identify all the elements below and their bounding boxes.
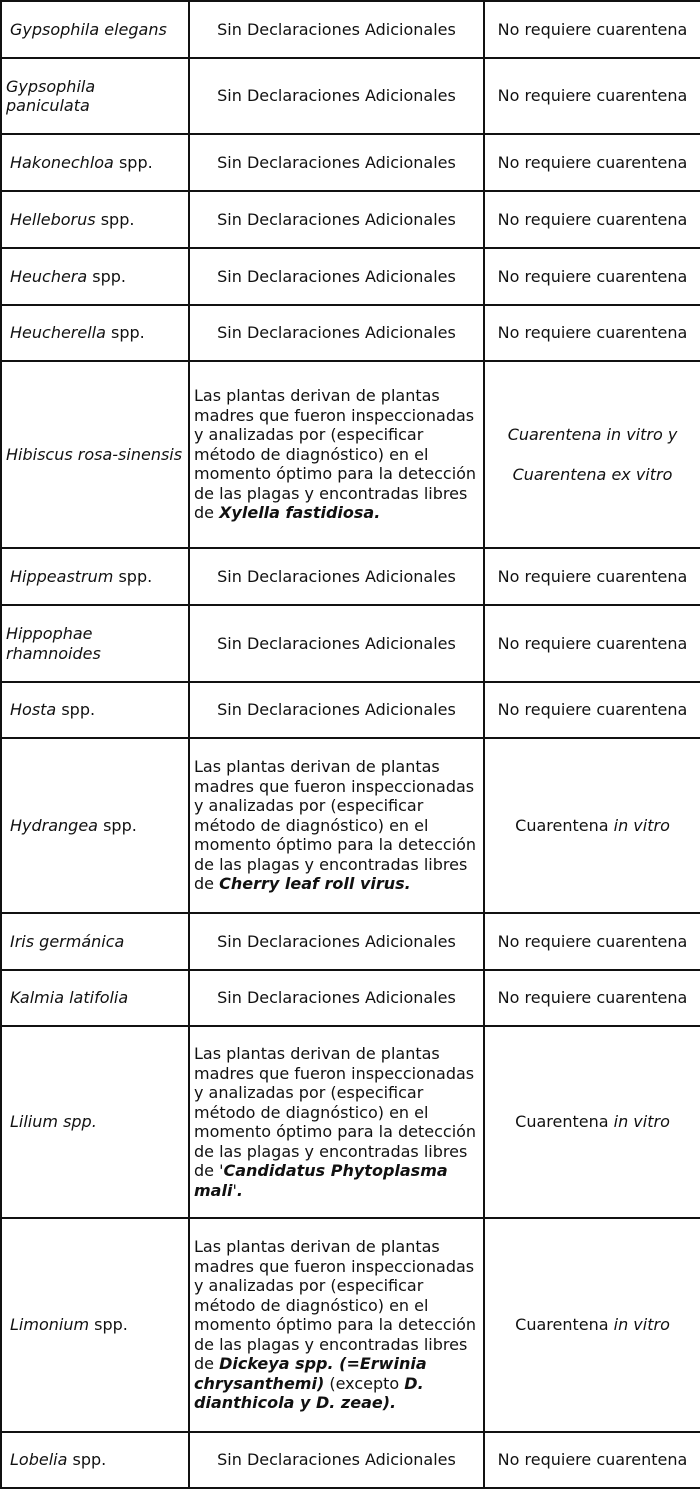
quarantine-line xyxy=(485,1315,700,1335)
species-cell xyxy=(1,913,189,970)
pest-name: Candidatus Phytoplasma mali xyxy=(194,1161,448,1200)
declaration-text: ' xyxy=(219,1161,224,1180)
quarantine-line xyxy=(485,634,700,654)
quarantine-text: No requiere cuarentena xyxy=(497,209,688,229)
quarantine-text: No requiere cuarentena xyxy=(497,266,688,286)
declaration-text: ' xyxy=(232,1180,237,1200)
quarantine-method: in vitro xyxy=(613,1315,670,1335)
species-name: Hibiscus rosa-sinensis xyxy=(6,444,183,464)
species-cell xyxy=(1,1432,189,1488)
quarantine-cell xyxy=(484,738,700,913)
quarantine-text: No requiere cuarentena xyxy=(497,19,688,39)
quarantine-cell xyxy=(484,1026,700,1218)
quarantine-line xyxy=(485,415,700,455)
quarantine-cell xyxy=(484,913,700,970)
quarantine-text: No requiere cuarentena xyxy=(497,988,688,1008)
species-cell xyxy=(1,605,189,682)
quarantine-cell xyxy=(484,134,700,191)
pest-name: Xylella fastidiosa. xyxy=(219,503,381,523)
species-suffix: spp. xyxy=(105,323,145,343)
quarantine-cell xyxy=(484,1218,700,1432)
quarantine-line xyxy=(485,932,700,952)
species-suffix: spp. xyxy=(97,815,137,835)
species-cell xyxy=(1,58,189,134)
quarantine-text: No requiere cuarentena xyxy=(497,566,688,586)
quarantine-text: No requiere cuarentena xyxy=(497,931,688,951)
quarantine-cell xyxy=(484,605,700,682)
table-body xyxy=(1,1,700,1488)
species-cell xyxy=(1,191,189,248)
declaration-text: Las plantas derivan de plantas madres que fueron inspeccionadas y analizadas por (especificar método de diagnóstico) en el momento óptimo para la detección de las plagas y encontradas libres de xyxy=(194,1237,477,1374)
table-row xyxy=(1,248,700,305)
additional-declaration-cell xyxy=(189,682,484,738)
species-cell xyxy=(1,738,189,913)
additional-declaration-cell xyxy=(189,134,484,191)
species-name: Gypsophila paniculata xyxy=(6,76,96,115)
declaration-text: Sin Declaraciones Adicionales xyxy=(217,86,456,106)
quarantine-line xyxy=(485,567,700,587)
declaration-text: Sin Declaraciones Adicionales xyxy=(217,19,456,39)
quarantine-cell xyxy=(484,191,700,248)
quarantine-method: Cuarentena in vitro y xyxy=(507,424,678,444)
quarantine-method: in vitro xyxy=(613,815,670,835)
quarantine-method: in vitro xyxy=(613,1112,670,1132)
species-cell xyxy=(1,305,189,361)
species-name: Hydrangea xyxy=(10,815,98,835)
declaration-text: Sin Declaraciones Adicionales xyxy=(217,988,456,1008)
declaration-text: (excepto xyxy=(324,1373,405,1393)
declaration-text: Las plantas derivan de plantas madres que fueron inspeccionadas y analizadas por (especificar método de diagnóstico) en el momento óptimo para la detección de las plagas y encontradas libres de xyxy=(194,757,477,894)
species-name: Iris germánica xyxy=(10,931,125,951)
additional-declaration-cell xyxy=(189,305,484,361)
species-cell xyxy=(1,682,189,738)
additional-declaration-cell xyxy=(189,191,484,248)
species-name: Helleborus xyxy=(10,209,96,229)
species-name: Hosta xyxy=(10,700,57,720)
pest-name: Dickeya spp. (=Erwinia chrysanthemi) xyxy=(194,1354,427,1393)
species-name: Hakonechloa xyxy=(10,152,114,172)
table-row xyxy=(1,738,700,913)
quarantine-line xyxy=(485,267,700,287)
quarantine-line xyxy=(485,1112,700,1132)
pest-name: . xyxy=(236,1180,243,1200)
quarantine-line xyxy=(485,1450,700,1470)
species-cell xyxy=(1,548,189,605)
species-name: Lobelia xyxy=(10,1450,68,1470)
declaration-text: Sin Declaraciones Adicionales xyxy=(217,323,456,343)
additional-declaration-cell xyxy=(189,1,484,58)
table-row xyxy=(1,1218,700,1432)
quarantine-line xyxy=(485,455,700,495)
declaration-text: Las plantas derivan de plantas madres que fueron inspeccionadas y analizadas por (especificar método de diagnóstico) en el momento óptimo para la detección de las plagas y encontradas libres de xyxy=(194,1044,477,1180)
quarantine-cell xyxy=(484,548,700,605)
declaration-text: Sin Declaraciones Adicionales xyxy=(217,266,456,286)
quarantine-line xyxy=(485,700,700,720)
species-suffix: spp. xyxy=(89,1315,128,1335)
quarantine-line xyxy=(485,816,700,836)
quarantine-text: No requiere cuarentena xyxy=(497,323,688,343)
quarantine-method: Cuarentena ex vitro xyxy=(512,464,673,484)
quarantine-line xyxy=(485,988,700,1008)
quarantine-cell xyxy=(484,682,700,738)
species-name: Heucherella xyxy=(10,323,106,343)
table-row xyxy=(1,913,700,970)
pest-name: Cherry leaf roll virus. xyxy=(219,874,411,894)
quarantine-cell xyxy=(484,305,700,361)
species-name: Lilium spp. xyxy=(10,1112,97,1132)
additional-declaration-cell xyxy=(189,970,484,1026)
declaration-text: Sin Declaraciones Adicionales xyxy=(217,566,456,586)
pest-name: D. dianthicola y D. zeae). xyxy=(194,1373,424,1413)
species-cell xyxy=(1,970,189,1026)
table-row xyxy=(1,134,700,191)
additional-declaration-cell xyxy=(189,248,484,305)
table-row xyxy=(1,682,700,738)
table-row xyxy=(1,1432,700,1488)
quarantine-cell xyxy=(484,970,700,1026)
species-cell xyxy=(1,1026,189,1218)
additional-declaration-cell xyxy=(189,1026,484,1218)
additional-declaration-cell xyxy=(189,58,484,134)
additional-declaration-cell xyxy=(189,738,484,913)
declaration-text: Sin Declaraciones Adicionales xyxy=(217,209,456,229)
species-suffix: spp. xyxy=(113,566,153,586)
quarantine-text: No requiere cuarentena xyxy=(497,633,688,653)
species-cell xyxy=(1,248,189,305)
species-name: Hippophae rhamnoides xyxy=(6,624,101,663)
additional-declaration-cell xyxy=(189,361,484,548)
species-name: Hippeastrum xyxy=(10,566,114,586)
table-row xyxy=(1,1,700,58)
species-suffix: spp. xyxy=(113,152,153,172)
declaration-text: Sin Declaraciones Adicionales xyxy=(217,931,456,951)
declaration-text: Las plantas derivan de plantas madres que fueron inspeccionadas y analizadas por (especificar método de diagnóstico) en el momento óptimo para la detección de las plagas y encontradas libres de xyxy=(194,386,477,523)
species-name: Limonium xyxy=(10,1315,90,1335)
quarantine-cell xyxy=(484,1,700,58)
additional-declaration-cell xyxy=(189,605,484,682)
table-row xyxy=(1,970,700,1026)
table-row xyxy=(1,548,700,605)
quarantine-cell xyxy=(484,248,700,305)
additional-declaration-cell xyxy=(189,1218,484,1432)
quarantine-line xyxy=(485,210,700,230)
quarantine-text: No requiere cuarentena xyxy=(497,1450,688,1470)
quarantine-text: No requiere cuarentena xyxy=(497,700,688,720)
species-suffix: spp. xyxy=(95,209,135,229)
quarantine-cell xyxy=(484,361,700,548)
quarantine-cell xyxy=(484,58,700,134)
additional-declaration-cell xyxy=(189,548,484,605)
additional-declaration-cell xyxy=(189,913,484,970)
species-cell xyxy=(1,361,189,548)
species-cell xyxy=(1,1,189,58)
species-suffix: spp. xyxy=(87,266,127,286)
declaration-text: Sin Declaraciones Adicionales xyxy=(217,700,456,720)
quarantine-text: No requiere cuarentena xyxy=(497,152,688,172)
table-row xyxy=(1,58,700,134)
species-suffix: spp. xyxy=(67,1450,107,1470)
species-cell xyxy=(1,1218,189,1432)
table-row xyxy=(1,361,700,548)
declaration-text: Sin Declaraciones Adicionales xyxy=(217,152,456,172)
species-name: Kalmia latifolia xyxy=(10,988,129,1008)
quarantine-line xyxy=(485,86,700,106)
declaration-text: Sin Declaraciones Adicionales xyxy=(217,1450,456,1470)
table-row xyxy=(1,305,700,361)
species-suffix: spp. xyxy=(56,700,96,720)
quarantine-text: Cuarentena xyxy=(515,1315,614,1335)
quarantine-cell xyxy=(484,1432,700,1488)
quarantine-text: Cuarentena xyxy=(515,815,614,835)
species-name: Heuchera xyxy=(10,266,88,286)
additional-declaration-cell xyxy=(189,1432,484,1488)
quarantine-text: Cuarentena xyxy=(515,1112,614,1132)
table-row xyxy=(1,191,700,248)
species-cell xyxy=(1,134,189,191)
quarantine-line xyxy=(485,323,700,343)
quarantine-line xyxy=(485,20,700,40)
quarantine-text: No requiere cuarentena xyxy=(497,86,688,106)
table-row xyxy=(1,1026,700,1218)
declaration-text: Sin Declaraciones Adicionales xyxy=(217,633,456,653)
quarantine-line xyxy=(485,153,700,173)
table-row xyxy=(1,605,700,682)
species-name: Gypsophila elegans xyxy=(10,19,167,39)
